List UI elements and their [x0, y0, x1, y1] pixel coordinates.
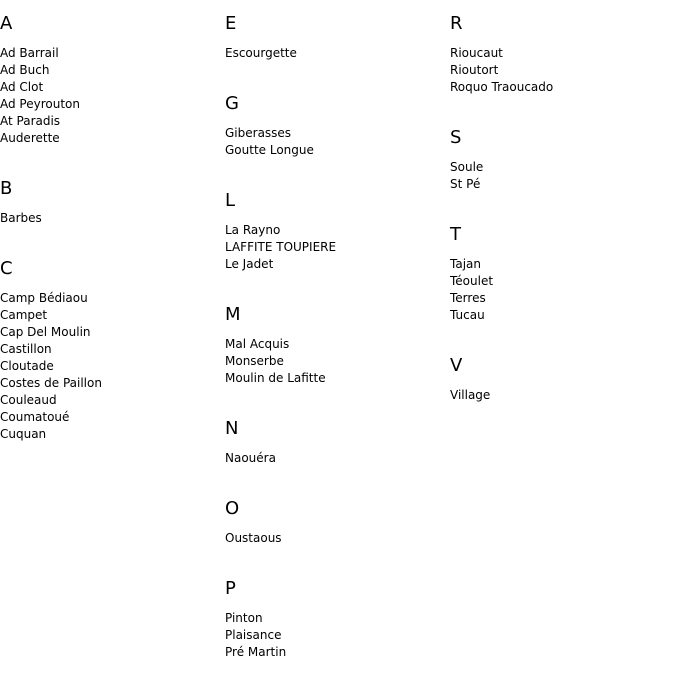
place-link[interactable]: Costes de Paillon	[0, 376, 102, 390]
letter-heading: G	[225, 93, 239, 114]
place-link[interactable]: Village	[450, 388, 491, 402]
place-link[interactable]: Pré Martin	[225, 645, 287, 659]
place-link[interactable]: Couleaud	[0, 393, 57, 407]
place-link[interactable]: Pinton	[225, 611, 263, 625]
letter-heading: N	[225, 418, 239, 439]
letter-heading: P	[225, 578, 236, 599]
place-link[interactable]: Camp Bédiaou	[0, 291, 88, 305]
place-link[interactable]: Rioutort	[450, 63, 499, 77]
place-list	[450, 45, 675, 96]
index-column	[0, 0, 225, 461]
letter-group	[450, 114, 675, 193]
letter-group	[450, 342, 675, 404]
letter-group	[225, 565, 450, 661]
place-link[interactable]: Naouéra	[225, 451, 276, 465]
letter-group	[225, 80, 450, 159]
place-link[interactable]: Ad Clot	[0, 80, 44, 94]
place-link[interactable]: LAFFITE TOUPIERE	[225, 240, 337, 254]
place-link[interactable]: Roquo Traoucado	[450, 80, 554, 94]
place-link[interactable]: Cap Del Moulin	[0, 325, 91, 339]
letter-heading: M	[225, 304, 241, 325]
place-link[interactable]: Terres	[450, 291, 486, 305]
letter-group	[0, 245, 225, 443]
place-link[interactable]: Oustaous	[225, 531, 282, 545]
letter-heading: R	[450, 13, 463, 34]
place-link[interactable]: Rioucaut	[450, 46, 503, 60]
letter-heading: A	[0, 13, 13, 34]
letter-group	[225, 405, 450, 467]
place-list	[0, 290, 225, 443]
place-list	[225, 450, 450, 467]
place-link[interactable]: Barbes	[0, 211, 42, 225]
letter-group	[225, 177, 450, 273]
letter-group	[450, 211, 675, 324]
place-link[interactable]: Moulin de Lafitte	[225, 371, 326, 385]
place-list	[450, 256, 675, 324]
place-link[interactable]: Tajan	[450, 257, 481, 271]
letter-group	[225, 291, 450, 387]
letter-heading: E	[225, 13, 237, 34]
place-link[interactable]: Cuquan	[0, 427, 47, 441]
place-link[interactable]: Ad Buch	[0, 63, 50, 77]
place-link[interactable]: Cloutade	[0, 359, 54, 373]
index-column	[225, 0, 450, 679]
place-link[interactable]: Téoulet	[450, 274, 494, 288]
place-link[interactable]: Escourgette	[225, 46, 297, 60]
place-link[interactable]: La Rayno	[225, 223, 281, 237]
place-list	[225, 530, 450, 547]
place-list	[225, 125, 450, 159]
place-link[interactable]: Ad Barrail	[0, 46, 59, 60]
place-link[interactable]: Goutte Longue	[225, 143, 314, 157]
letter-heading: B	[0, 178, 13, 199]
place-link[interactable]: Plaisance	[225, 628, 282, 642]
place-list	[0, 210, 225, 227]
index-column	[450, 0, 675, 422]
letter-heading: S	[450, 127, 462, 148]
place-link[interactable]: Coumatoué	[0, 410, 70, 424]
place-link[interactable]: At Paradis	[0, 114, 61, 128]
place-link[interactable]: St Pé	[450, 177, 481, 191]
place-link[interactable]: Castillon	[0, 342, 52, 356]
letter-group	[225, 0, 450, 62]
place-link[interactable]: Soule	[450, 160, 484, 174]
letter-group	[225, 485, 450, 547]
place-link[interactable]: Campet	[0, 308, 48, 322]
place-link[interactable]: Ad Peyrouton	[0, 97, 80, 111]
place-link[interactable]: Tucau	[450, 308, 485, 322]
place-list	[0, 45, 225, 147]
letter-heading: O	[225, 498, 240, 519]
place-link[interactable]: Le Jadet	[225, 257, 274, 271]
place-link[interactable]: Monserbe	[225, 354, 284, 368]
place-list	[225, 45, 450, 62]
place-link[interactable]: Auderette	[0, 131, 60, 145]
letter-group	[0, 165, 225, 227]
letter-heading: C	[0, 258, 13, 279]
letter-group	[0, 0, 225, 147]
letter-heading: V	[450, 355, 463, 376]
place-link[interactable]: Giberasses	[225, 126, 292, 140]
place-list	[450, 159, 675, 193]
place-list	[225, 610, 450, 661]
place-list	[225, 336, 450, 387]
place-link[interactable]: Mal Acquis	[225, 337, 290, 351]
place-list	[450, 387, 675, 404]
letter-group	[450, 0, 675, 96]
letter-heading: L	[225, 190, 236, 211]
place-list	[225, 222, 450, 273]
letter-heading: T	[450, 224, 461, 245]
